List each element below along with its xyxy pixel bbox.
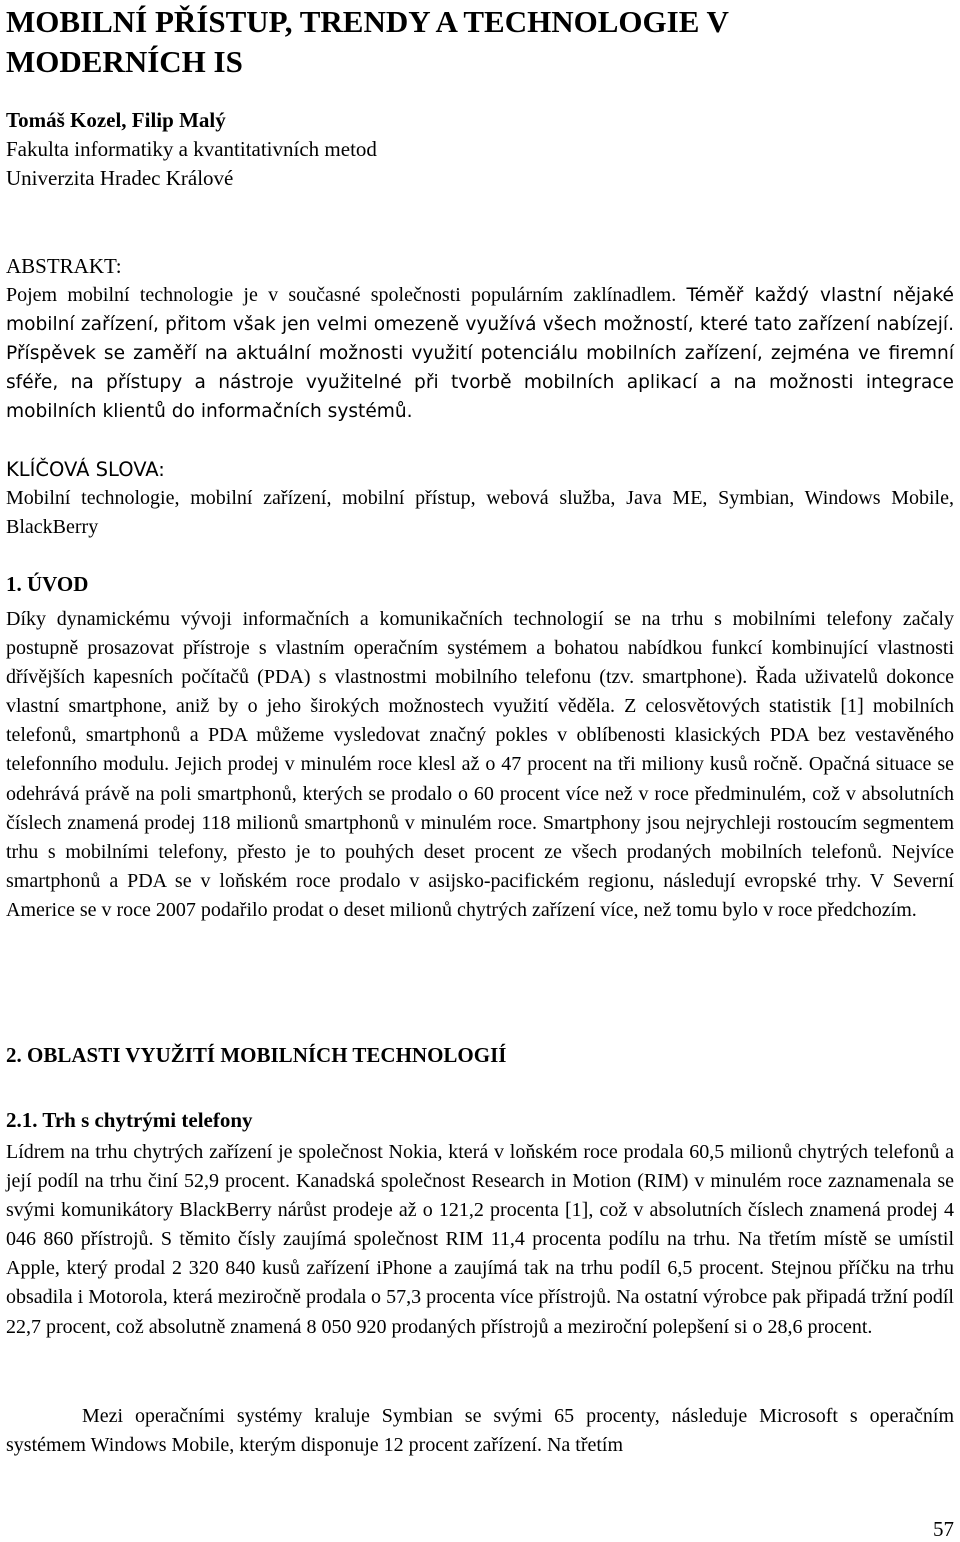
abstract-text-sans: Téměř každý vlastní nějaké mobilní zařízení, přitom však jen velmi omezeně využívá všech možností, které tato zařízení nabízejí. Příspěvek se zaměří na aktuální možnosti využití potenciálu mobilních zařízení, zejména ve firemní sféře, na přístupy a nástroje využitelné při tvorbě mobilních aplikací a na možnosti integrace mobilních klientů do informačních systémů. (6, 285, 954, 423)
page-number: 57 (933, 1517, 954, 1541)
authors: Tomáš Kozel, Filip Malý (6, 108, 226, 132)
section-2-1-paragraph-1: Lídrem na trhu chytrých zařízení je společnost Nokia, která v loňském roce prodala 60,5 milionů chytrých telefonů a její podíl na trhu činí 52,9 procent. Kanadská společnost Research in Motion (RIM) v minulém roce zaznamenala se svými komunikátory BlackBerry nárůst prodeje až o 121,2 procenta [1], což v absolutních číslech znamená prodej 4 046 860 přístrojů. S těmito čísly zaujímá společnost RIM 11,4 procenta podílu na trhu. Na třetím místě se umístil Apple, který prodal 2 320 840 kusů zařízení iPhone a zaujímá tak na trhu podíl 6,5 procent. Stejnou příčku na trhu obsadila i Motorola, která meziročně prodala o 57,3 procenta více přístrojů. Na ostatní výrobce pak připadá tržní podíl 22,7 procent, což absolutně znamená 8 050 920 prodaných přístrojů a meziroční polepšení si o 28,6 procent. (6, 1141, 954, 1338)
abstract-label: ABSTRAKT: (6, 254, 122, 278)
keywords-label: KLÍČOVÁ SLOVA: (6, 458, 165, 481)
section-1-text: Díky dynamickému vývoji informačních a komunikačních technologií se na trhu s mobilními telefony začaly postupně prosazovat přístroje s vlastním operačním systémem a bohatou nabídkou funkcí kombinující vlastnosti dřívějších kapesních počítačů (PDA) s vlastnostmi mobilního telefonu (tzv. smartphone). Řada uživatelů dokonce vlastní smartphone, aniž by o jeho širokých možnostech využití věděla. Z celosvětových statistik [1] mobilních telefonů, smartphonů a PDA můžeme vysledovat značný pokles v oblíbenosti klasických PDA bez vestavěného telefonního modulu. Jejich prodej v minulém roce klesl až o 47 procent na tři miliony kusů ročně. Opačná situace se odehrává právě na poli smartphonů, kterých se prodalo o 60 procent více než v roce předminulém, což v absolutních číslech znamená prodej 118 milionů smartphonů v minulém roce. Smartphony jsou nejrychleji rostoucím segmentem trhu s mobilními telefony, přesto je to pouhých deset procent ze všech prodaných mobilních telefonů. Nejvíce smartphonů a PDA se v loňském roce prodalo v asijsko-pacifickém regionu, následují evropské trhy. V Severní Americe se v roce 2007 podařilo prodat o deset milionů chytrých zařízení více, než tomu bylo v roce předchozím. (6, 608, 954, 921)
keywords-text: Mobilní technologie, mobilní zařízení, mobilní přístup, webová služba, Java ME, Symbian, Windows Mobile, BlackBerry (6, 487, 954, 539)
affiliation-university: Univerzita Hradec Králové (6, 166, 234, 190)
section-2-heading: 2. OBLASTI VYUŽITÍ MOBILNÍCH TECHNOLOGIÍ (6, 1043, 507, 1067)
section-1-heading: 1. ÚVOD (6, 572, 89, 596)
paper-title: MOBILNÍ PŘÍSTUP, TRENDY A TECHNOLOGIE V MODERNÍCH IS (6, 4, 729, 79)
section-2-1-paragraph-2: Mezi operačními systémy kraluje Symbian se svými 65 procenty, následuje Microsoft s operačním systémem Windows Mobile, kterým disponuje 12 procent zařízení. Na třetím (6, 1405, 954, 1457)
affiliation-faculty: Fakulta informatiky a kvantitativních metod (6, 137, 377, 161)
abstract-text-serif: Pojem mobilní technologie je v současné společnosti populárním zaklínadlem. (6, 284, 687, 306)
abstract-text (6, 281, 954, 426)
section-2-1-heading: 2.1. Trh s chytrými telefony (6, 1108, 253, 1132)
